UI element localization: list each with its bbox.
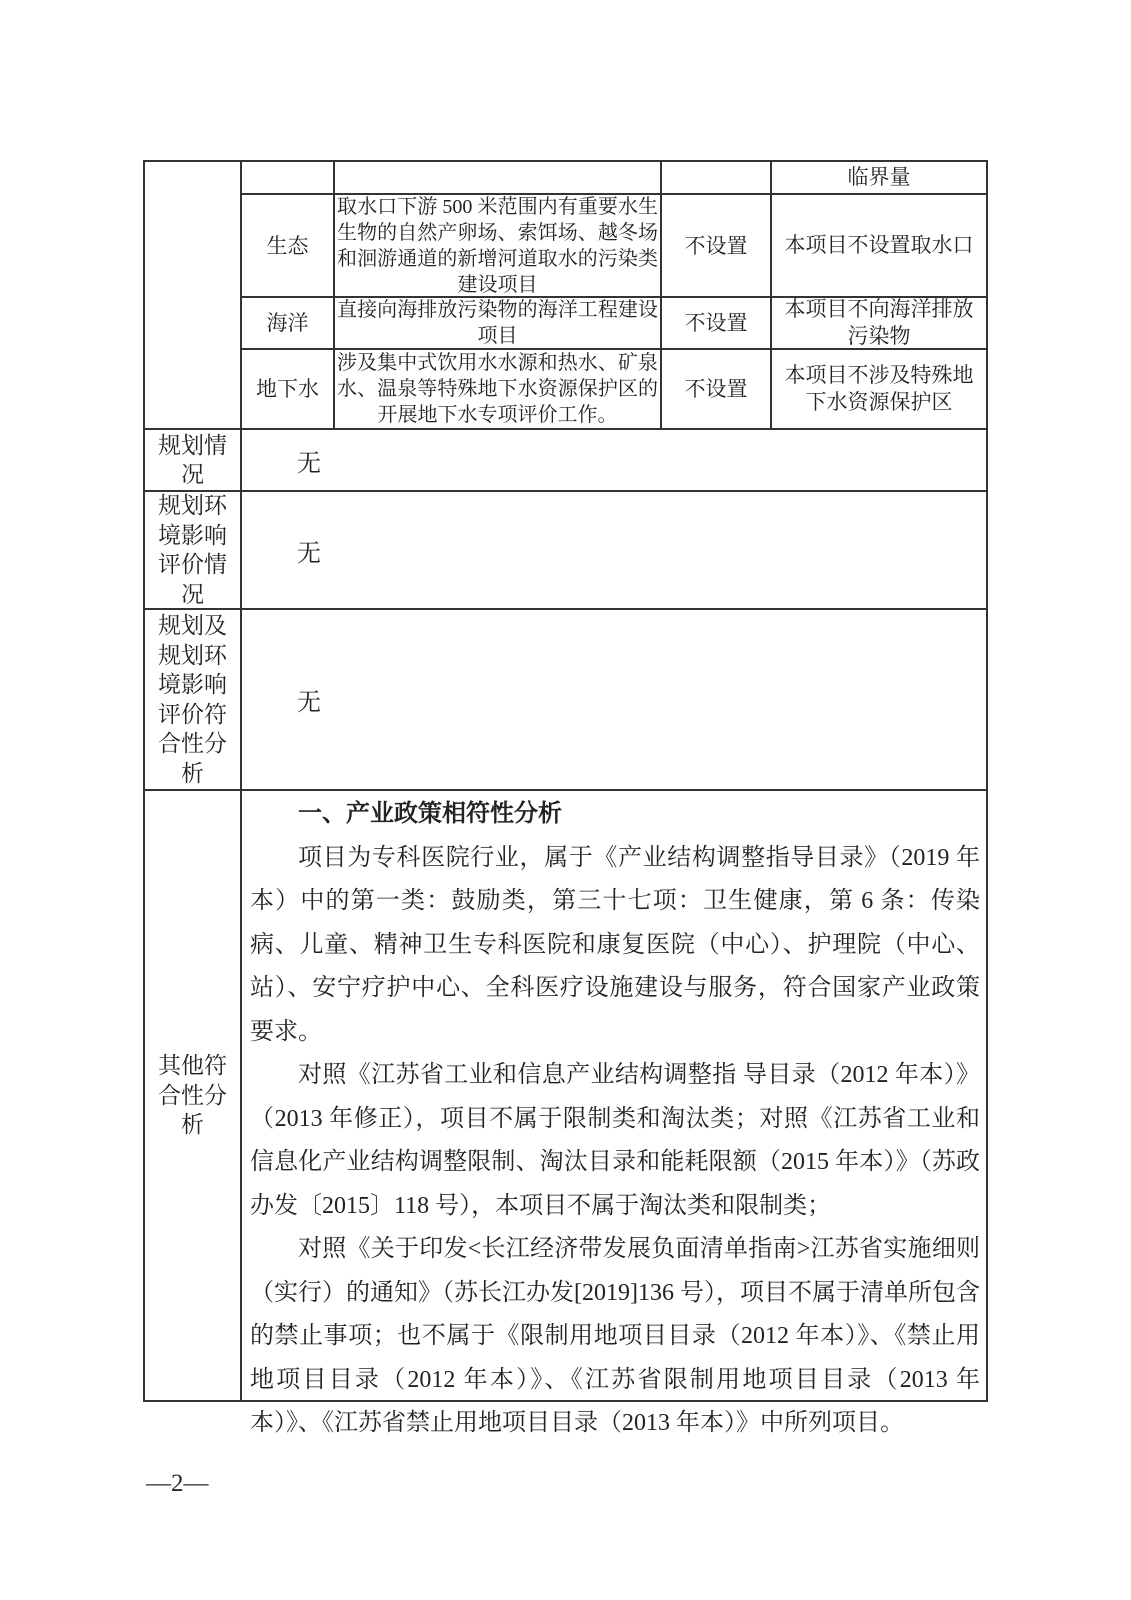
page-number: —2—	[146, 1470, 209, 1497]
screening-header-category-cell	[242, 162, 335, 193]
screening-header-criteria-cell: 临界量	[847, 165, 911, 189]
row-content	[242, 430, 986, 490]
screening-subtable	[242, 162, 986, 428]
screening-description-cell	[335, 350, 662, 428]
screening-header-partial-row	[242, 162, 986, 195]
row-label: 规划环境影响评价情况	[145, 492, 242, 608]
row-label: 其他符合性分析	[145, 791, 242, 1400]
row-label: 规划情况	[145, 430, 242, 490]
row-value-none: 无	[297, 540, 321, 567]
screening-description-text: 直接向海排放污染物的海洋工程建设项目	[337, 299, 658, 347]
environmental-assessment-table	[143, 160, 988, 1436]
row-content	[242, 791, 986, 1436]
analysis-body	[242, 791, 986, 1446]
screening-description-text: 取水口下游 500 米范围内有重要水生生物的自然产卵场、索饵场、越冬场和洄游通道的新增河道取水的污染类建设项目	[337, 195, 658, 296]
row-label: 规划及规划环境影响评价符合性分析	[145, 610, 242, 789]
screening-setting-cell: 不设置	[662, 298, 772, 348]
screening-row-ecology	[242, 195, 986, 298]
screening-row-marine	[242, 298, 986, 350]
table-row-screening	[145, 162, 986, 430]
table-row-other-conformity-analysis	[145, 791, 986, 1436]
row-content	[242, 610, 986, 789]
analysis-section-heading: 一、产业政策相符性分析	[298, 801, 562, 827]
screening-judgement-cell: 本项目不涉及特殊地下水资源保护区	[784, 363, 974, 414]
screening-category-cell: 生态	[242, 195, 335, 296]
row-value-none: 无	[297, 690, 321, 716]
screening-category-cell: 海洋	[242, 298, 335, 348]
screening-row-label-empty	[145, 162, 242, 428]
table-row-planning-eia-status	[145, 492, 986, 610]
screening-category-cell: 地下水	[242, 350, 335, 428]
screening-setting-cell: 不设置	[662, 350, 772, 428]
analysis-paragraph: 对照《关于印发<长江经济带发展负面清单指南>江苏省实施细则（实行）的通知》（苏长江办发[2019]136 号），项目不属于清单所包含的禁止事项；也不属于《限制用地项目目录（2012 年本）》、《禁止用地项目目录（2012 年本）》、《江苏省限制用地项目目录（2013 年本）》、《江苏省禁止用地项目目录（2013 年本）》中所列项目。	[250, 1236, 980, 1436]
screening-header-description-cell	[335, 162, 662, 193]
screening-row-groundwater	[242, 350, 986, 428]
screening-description-text: 涉及集中式饮用水水源和热水、矿泉水、温泉等特殊地下水资源保护区的开展地下水专项评价工作。	[337, 352, 658, 426]
screening-description-cell	[335, 298, 662, 348]
table-row-planning-status	[145, 430, 986, 492]
analysis-paragraph: 对照《江苏省工业和信息产业结构调整指 导目录（2012 年本）》（2013 年修正），项目不属于限制类和淘汰类；对照《江苏省工业和信息化产业结构调整限制、淘汰目录和能耗限额（2015 年本）》（苏政办发〔2015〕118 号），本项目不属于淘汰类和限制类；	[250, 1062, 980, 1219]
row-content	[242, 492, 986, 608]
screening-judgement-cell: 本项目不设置取水口	[784, 233, 974, 257]
row-value-none: 无	[297, 450, 321, 477]
screening-judgement-cell: 本项目不向海洋排放污染物	[784, 297, 974, 348]
screening-header-setting-cell	[662, 162, 772, 193]
screening-description-cell	[335, 195, 662, 296]
analysis-paragraph: 项目为专科医院行业，属于《产业结构调整指导目录》（2019 年本）中的第一类：鼓励类，第三十七项：卫生健康，第 6 条：传染病、儿童、精神卫生专科医院和康复医院（中心）、护理院（中心、站）、安宁疗护中心、全科医疗设施建设与服务，符合国家产业政策要求。	[250, 844, 980, 1045]
table-row-planning-conformity-analysis	[145, 610, 986, 791]
screening-setting-cell: 不设置	[662, 195, 772, 296]
